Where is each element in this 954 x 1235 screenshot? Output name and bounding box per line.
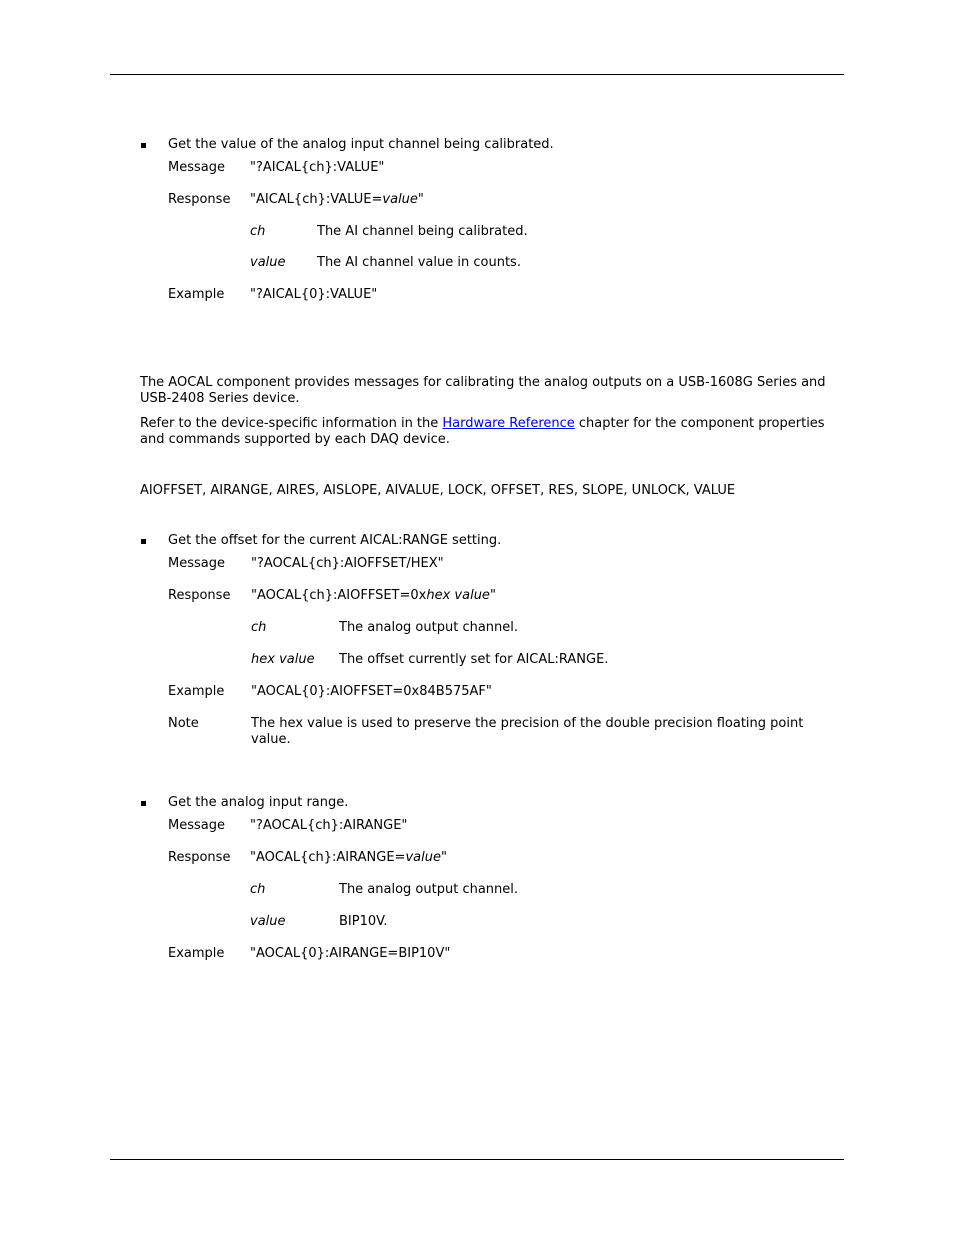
param-name: value bbox=[250, 255, 286, 270]
response-value: "AOCAL{ch}:AIOFFSET=0xhex value" bbox=[251, 588, 496, 603]
bullet-marker bbox=[141, 539, 146, 544]
response-label: Response bbox=[168, 850, 231, 865]
properties-list: AIOFFSET, AIRANGE, AIRES, AISLOPE, AIVALUE, LOCK, OFFSET, RES, SLOPE, UNLOCK, VALUE bbox=[140, 483, 736, 498]
param-name: ch bbox=[250, 224, 266, 239]
footer-rule bbox=[110, 1159, 844, 1160]
example-label: Example bbox=[168, 946, 225, 961]
bullet-marker bbox=[141, 801, 146, 806]
example-value: "?AICAL{0}:VALUE" bbox=[250, 287, 378, 302]
param-description: The analog output channel. bbox=[339, 882, 519, 897]
param-name: ch bbox=[251, 620, 267, 635]
aioffset-description: Get the offset for the current AICAL:RANGE setting. bbox=[168, 533, 502, 548]
param-description: BIP10V. bbox=[339, 914, 388, 929]
message-value: "?AICAL{ch}:VALUE" bbox=[250, 160, 385, 175]
param-description: The AI channel being calibrated. bbox=[317, 224, 528, 239]
bullet-marker bbox=[141, 143, 146, 148]
header-rule bbox=[110, 74, 844, 75]
response-label: Response bbox=[168, 192, 231, 207]
example-value: "AOCAL{0}:AIOFFSET=0x84B575AF" bbox=[251, 684, 492, 699]
param-description: The AI channel value in counts. bbox=[317, 255, 521, 270]
hardware-reference-paragraph: Refer to the device-specific information in the Hardware Reference chapter for the component properties and commands supported by each DAQ device. bbox=[140, 416, 825, 447]
airange-description: Get the analog input range. bbox=[168, 795, 349, 810]
response-value: "AOCAL{ch}:AIRANGE=value" bbox=[250, 850, 447, 865]
example-value: "AOCAL{0}:AIRANGE=BIP10V" bbox=[250, 946, 451, 961]
note-label: Note bbox=[168, 716, 199, 731]
param-name: value bbox=[250, 914, 286, 929]
note-text: The hex value is used to preserve the precision of the double precision floating point value. bbox=[251, 716, 804, 747]
param-description: The analog output channel. bbox=[339, 620, 519, 635]
message-label: Message bbox=[168, 818, 225, 833]
message-value: "?AOCAL{ch}:AIRANGE" bbox=[250, 818, 408, 833]
param-description: The offset currently set for AICAL:RANGE. bbox=[339, 652, 609, 667]
message-label: Message bbox=[168, 160, 225, 175]
message-label: Message bbox=[168, 556, 225, 571]
aocal-intro-paragraph: The AOCAL component provides messages for calibrating the analog outputs on a USB-1608G Series and USB-2408 Series device. bbox=[140, 375, 826, 406]
response-label: Response bbox=[168, 588, 231, 603]
example-label: Example bbox=[168, 287, 225, 302]
message-value: "?AOCAL{ch}:AIOFFSET/HEX" bbox=[251, 556, 444, 571]
response-value: "AICAL{ch}:VALUE=value" bbox=[250, 192, 424, 207]
example-label: Example bbox=[168, 684, 225, 699]
param-name: ch bbox=[250, 882, 266, 897]
aical-value-description: Get the value of the analog input channel being calibrated. bbox=[168, 137, 554, 152]
param-name: hex value bbox=[251, 652, 315, 667]
hardware-reference-link[interactable]: Hardware Reference bbox=[442, 416, 575, 431]
